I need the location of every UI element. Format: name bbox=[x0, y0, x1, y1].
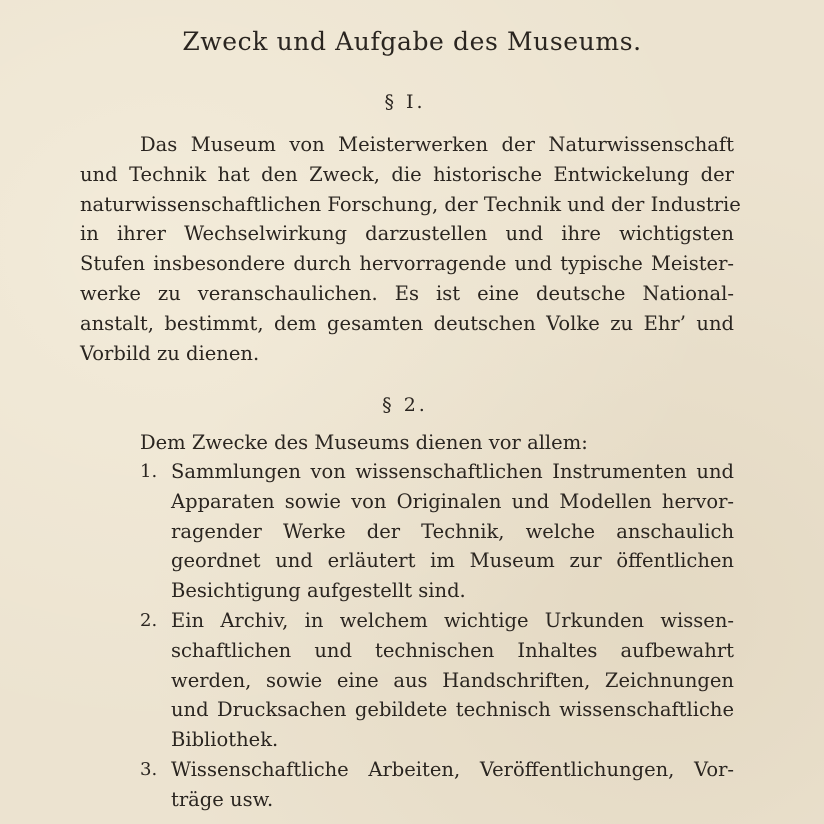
section-1-paragraph bbox=[80, 130, 741, 368]
list-item-line: Apparaten sowie von Originalen und Modellen hervor- bbox=[171, 489, 734, 513]
paragraph-line: naturwissenschaftlichen Forschung, der Technik und der Industrie bbox=[80, 192, 741, 216]
list-item-line: Bibliothek. bbox=[171, 728, 279, 752]
list-item-line: Sammlungen von wissenschaftlichen Instrumenten und bbox=[171, 460, 734, 483]
page-title: Zweck und Aufgabe des Museums. bbox=[182, 27, 642, 56]
list-item-line: träge usw. bbox=[171, 787, 274, 811]
paragraph-line: anstalt, bestimmt, dem gesamten deutschen Volke zu Ehr’ und bbox=[80, 311, 734, 335]
list-item-line: werden, sowie eine aus Handschriften, Zeichnungen bbox=[171, 668, 734, 692]
list-item-line: schaftlichen und technischen Inhaltes aufbewahrt bbox=[171, 638, 734, 662]
paragraph-line: und Technik hat den Zweck, die historische Entwickelung der bbox=[80, 162, 734, 186]
list-item bbox=[138, 457, 734, 606]
list-item-line: Besichtigung aufgestellt sind. bbox=[171, 579, 466, 603]
list-item-line: und Drucksachen gebildete technisch wissenschaftliche bbox=[171, 698, 734, 722]
list-item-number: 3. bbox=[140, 758, 158, 780]
list-item-line: geordnet und erläutert im Museum zur öffentlichen bbox=[171, 549, 734, 573]
paragraph-line: Vorbild zu dienen. bbox=[80, 341, 260, 365]
paragraph-line: Stufen insbesondere durch hervorragende und typische Meister- bbox=[80, 252, 734, 276]
list-item-number: 1. bbox=[140, 461, 158, 482]
list-item bbox=[138, 606, 734, 755]
paragraph-line: werke zu veranschaulichen. Es ist eine deutsche National- bbox=[80, 281, 734, 305]
section-2-heading: § 2. bbox=[382, 394, 428, 416]
section-2-intro: Dem Zwecke des Museums dienen vor allem: bbox=[140, 431, 588, 454]
list-item-line: Wissenschaftliche Arbeiten, Veröffentlichungen, Vor- bbox=[171, 757, 734, 781]
list-item-line: Ein Archiv, in welchem wichtige Urkunden wissen- bbox=[171, 608, 734, 632]
section-1-heading: § I. bbox=[384, 91, 426, 113]
paragraph-line: Das Museum von Meisterwerken der Naturwissenschaft bbox=[140, 133, 734, 156]
list-item-number: 2. bbox=[140, 609, 158, 631]
list-item bbox=[138, 755, 734, 815]
list-item-line: ragender Werke der Technik, welche anschaulich bbox=[171, 519, 734, 543]
paragraph-line: in ihrer Wechselwirkung darzustellen und ihre wichtigsten bbox=[80, 222, 734, 246]
section-2-list bbox=[138, 457, 734, 815]
